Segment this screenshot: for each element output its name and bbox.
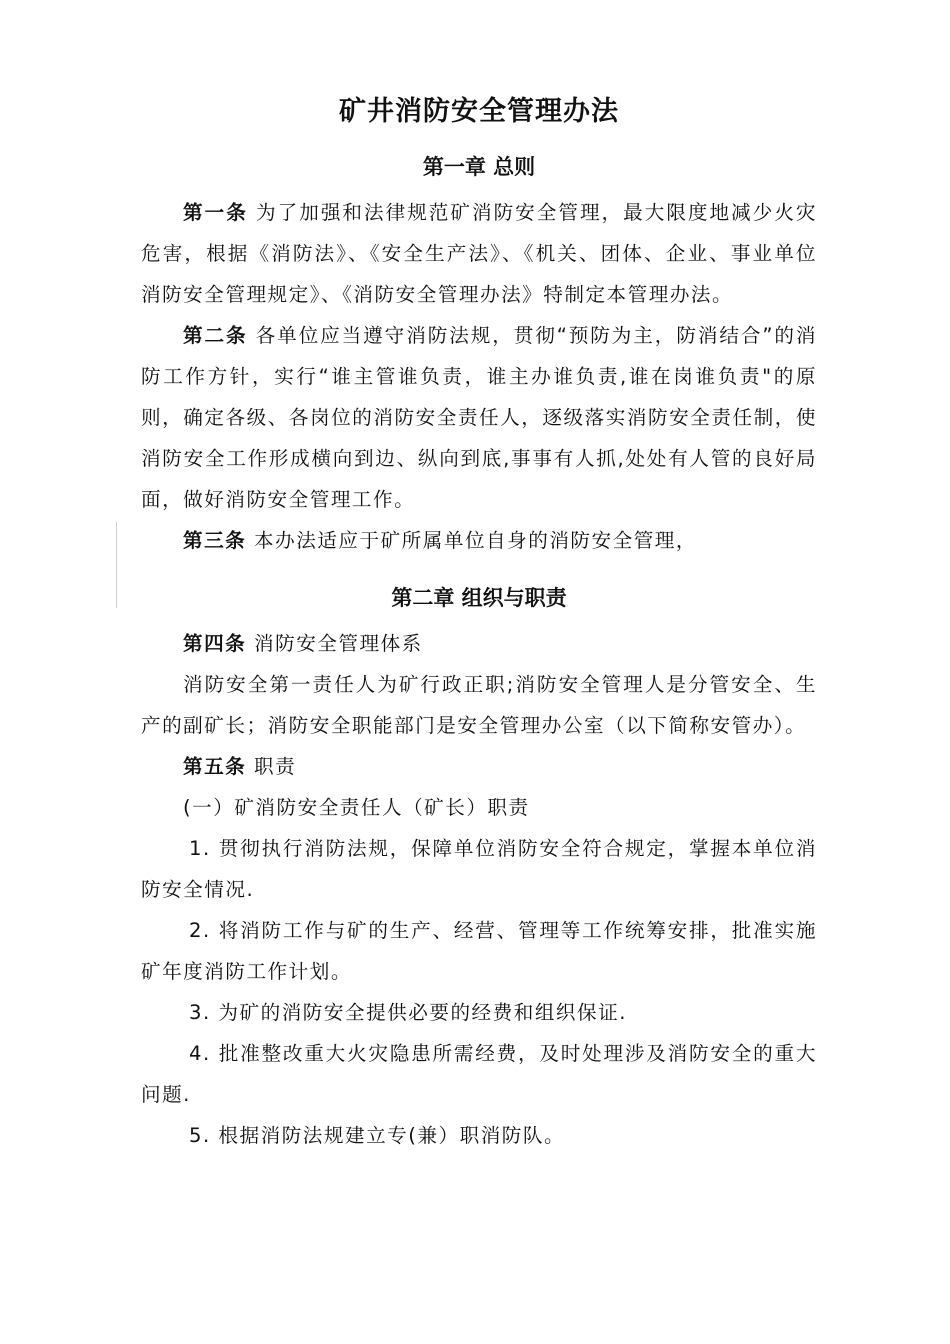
article-2-text: 各单位应当遵守消防法规，贯彻“预防为主，防消结合”的消防工作方针，实行“谁主管谁负责，谁主办谁负责,谁在岗谁负责"的原则，确定各级、各岗位的消防安全责任人，逐级落实消防安全责任制，使消防安全工作形成横向到边、纵向到底,事事有人抓,处处有人管的良好局面，做好消防安全管理工作。 [141,324,817,511]
article-4-body: 消防安全第一责任人为矿行政正职;消防安全管理人是分管安全、生产的副矿长；消防安全职能部门是安全管理办公室（以下简称安管办）。 [141,673,817,737]
article-1-text: 为了加强和法律规范矿消防安全管理，最大限度地减少火灾危害，根据《消防法》、《安全生产法》、《机关、团体、企业、事业单位消防安全管理规定》、《消防安全管理办法》特制定本管理办法。 [141,201,818,306]
article-1 [141,192,817,315]
article-2-label: 第二条 [183,324,248,347]
list-item: 4. 批准整改重大火灾隐患所需经费，及时处理涉及消防安全的重大问题. [141,1042,817,1106]
chapter-2-heading: 第二章 组织与职责 [391,586,567,610]
article-5-label: 第五条 [183,755,247,778]
list-item: 2. 将消防工作与矿的生产、经营、管理等工作统筹安排，批准实施矿年度消防工作计划。 [141,919,817,983]
article-5 [141,746,817,787]
article-4-text: 消防安全管理体系 [246,632,423,655]
article-2 [141,315,817,520]
list-item: 1. 贯彻执行消防法规，保障单位消防安全符合规定，掌握本单位消防安全情况. [141,837,817,901]
article-4 [141,623,817,664]
list-item: 5. 根据消防法规建立专(兼）职消防队。 [189,1124,566,1147]
article-5-subheading: (一）矿消防安全责任人（矿长）职责 [183,796,530,819]
article-3-text: 本办法适应于矿所属单位自身的消防安全管理， [246,529,697,552]
list-item: 3. 为矿的消防安全提供必要的经费和组织保证. [189,1001,627,1024]
article-1-label: 第一条 [183,201,248,224]
chapter-1-heading: 第一章 总则 [422,155,536,179]
document-title: 矿井消防安全管理办法 [339,96,619,127]
article-3-label: 第三条 [183,529,247,552]
article-5-text: 职责 [246,755,297,778]
article-3 [141,520,817,561]
article-4-label: 第四条 [183,632,247,655]
margin-line [116,522,117,608]
document-body [141,92,817,1156]
